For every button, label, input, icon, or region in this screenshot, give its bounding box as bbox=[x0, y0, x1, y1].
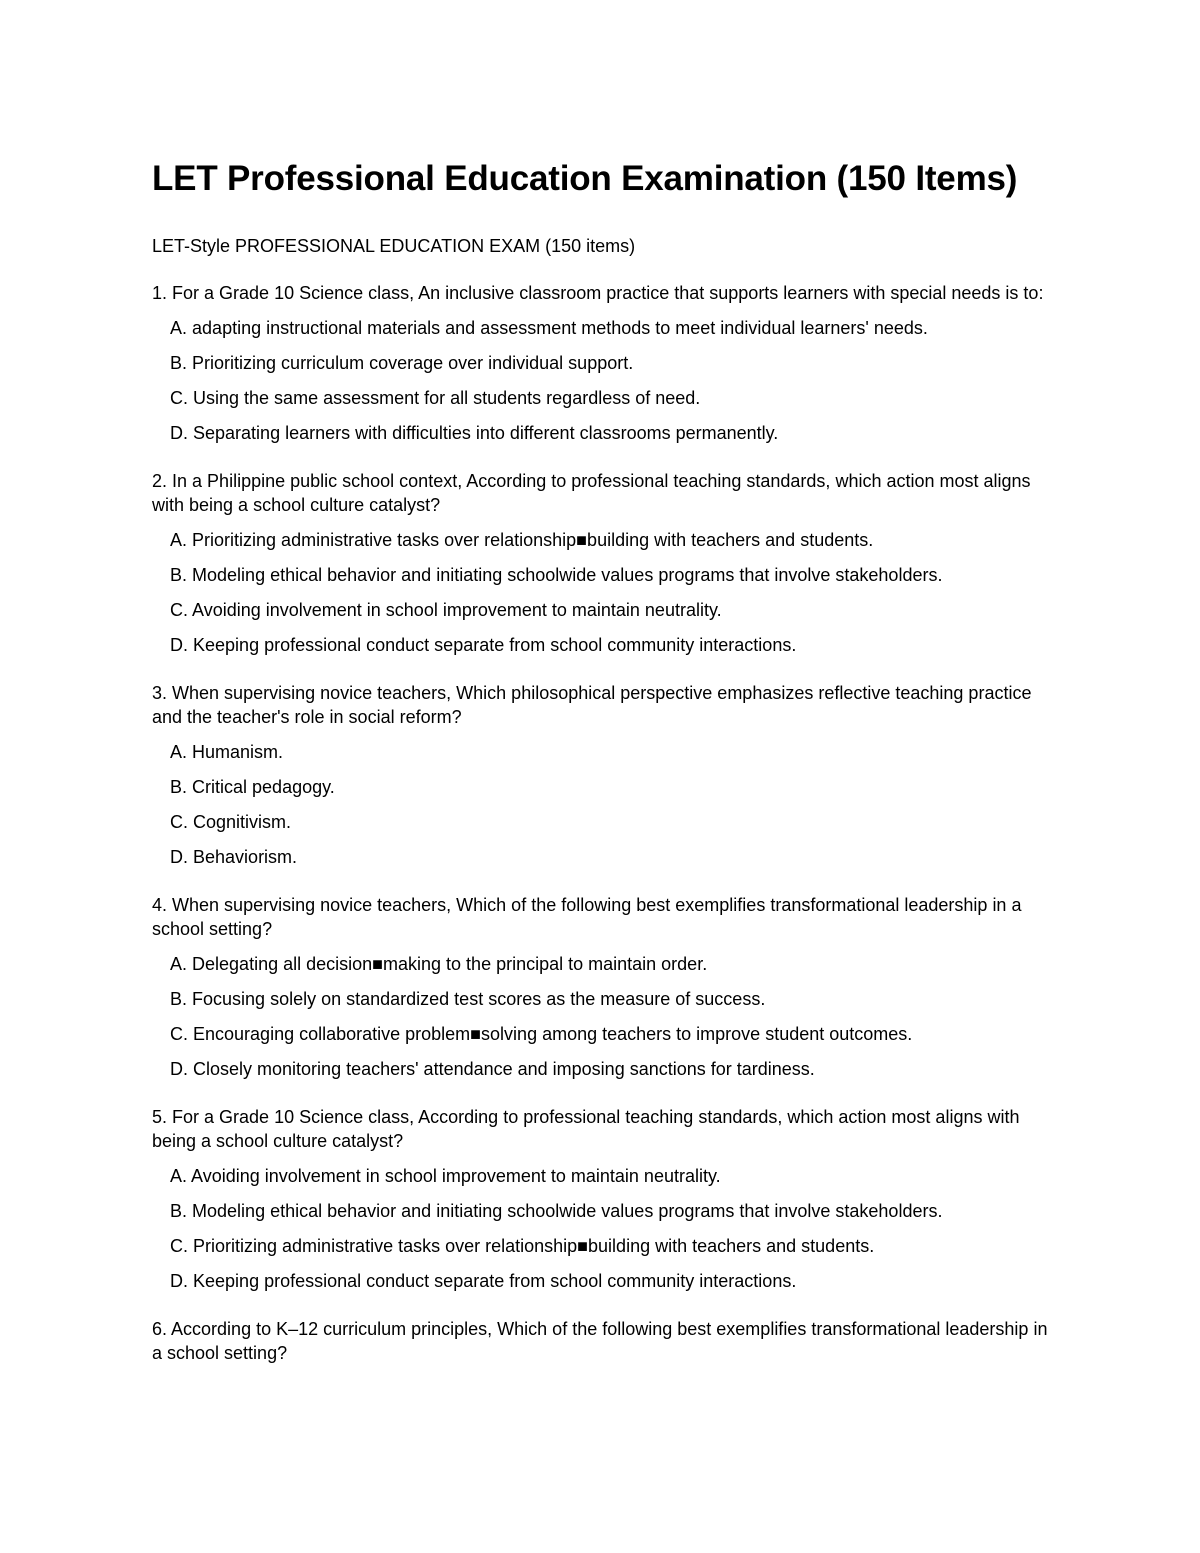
document-page bbox=[152, 158, 1052, 1365]
question-text bbox=[152, 469, 1052, 517]
question-number: 1 . bbox=[152, 283, 172, 303]
question-item bbox=[152, 1105, 1052, 1293]
option-letter: B . bbox=[170, 565, 192, 585]
option-text: Keeping professional conduct separate from school community interactions. bbox=[193, 1271, 797, 1291]
question-list bbox=[152, 281, 1052, 1365]
option-letter: C . bbox=[170, 1024, 193, 1044]
question-text bbox=[152, 281, 1052, 305]
question-text bbox=[152, 1105, 1052, 1153]
option-letter: C . bbox=[170, 812, 193, 832]
answer-option bbox=[152, 776, 1052, 799]
option-text: Avoiding involvement in school improvement to maintain neutrality. bbox=[191, 1166, 721, 1186]
answer-option bbox=[152, 1235, 1052, 1258]
question-text bbox=[152, 893, 1052, 941]
question-number: 6 . bbox=[152, 1319, 171, 1339]
option-text: Delegating all decision■making to the principal to maintain order. bbox=[192, 954, 708, 974]
answer-option bbox=[152, 811, 1052, 834]
question-item bbox=[152, 281, 1052, 445]
question-number: 2 . bbox=[152, 471, 172, 491]
option-letter: C . bbox=[170, 600, 192, 620]
question-text bbox=[152, 681, 1052, 729]
option-letter: A . bbox=[170, 318, 192, 338]
option-text: adapting instructional materials and assessment methods to meet individual learners' needs. bbox=[192, 318, 928, 338]
option-text: Encouraging collaborative problem■solving among teachers to improve student outcomes. bbox=[193, 1024, 913, 1044]
question-item bbox=[152, 469, 1052, 657]
option-letter: D . bbox=[170, 847, 193, 867]
option-text: Critical pedagogy. bbox=[192, 777, 335, 797]
question-number: 4 . bbox=[152, 895, 172, 915]
answer-option bbox=[152, 529, 1052, 552]
question-stem: When supervising novice teachers, Which of the following best exemplifies transformational leadership in a school setting? bbox=[152, 895, 1022, 939]
option-letter: B . bbox=[170, 353, 192, 373]
option-text: Keeping professional conduct separate from school community interactions. bbox=[193, 635, 797, 655]
option-letter: B . bbox=[170, 989, 192, 1009]
question-stem: When supervising novice teachers, Which philosophical perspective emphasizes reflective teaching practice and the teacher's role in social reform? bbox=[152, 683, 1032, 727]
question-text bbox=[152, 1317, 1052, 1365]
option-text: Avoiding involvement in school improvement to maintain neutrality. bbox=[192, 600, 722, 620]
option-list bbox=[152, 1165, 1052, 1293]
question-stem: For a Grade 10 Science class, An inclusive classroom practice that supports learners with special needs is to: bbox=[172, 283, 1044, 303]
answer-option bbox=[152, 634, 1052, 657]
option-text: Cognitivism. bbox=[193, 812, 292, 832]
option-text: Using the same assessment for all students regardless of need. bbox=[193, 388, 701, 408]
option-text: Behaviorism. bbox=[193, 847, 298, 867]
option-text: Separating learners with difficulties into different classrooms permanently. bbox=[193, 423, 779, 443]
option-letter: B . bbox=[170, 777, 192, 797]
option-text: Modeling ethical behavior and initiating schoolwide values programs that involve stakeholders. bbox=[192, 565, 943, 585]
option-letter: D . bbox=[170, 423, 193, 443]
answer-option bbox=[152, 387, 1052, 410]
answer-option bbox=[152, 1200, 1052, 1223]
option-text: Modeling ethical behavior and initiating schoolwide values programs that involve stakeholders. bbox=[192, 1201, 943, 1221]
answer-option bbox=[152, 564, 1052, 587]
answer-option bbox=[152, 422, 1052, 445]
answer-option bbox=[152, 953, 1052, 976]
answer-option bbox=[152, 988, 1052, 1011]
option-letter: A . bbox=[170, 742, 192, 762]
option-list bbox=[152, 953, 1052, 1081]
answer-option bbox=[152, 846, 1052, 869]
answer-option bbox=[152, 1165, 1052, 1188]
answer-option bbox=[152, 1058, 1052, 1081]
question-stem: For a Grade 10 Science class, According to professional teaching standards, which action most aligns with being a school culture catalyst? bbox=[152, 1107, 1020, 1151]
option-text: Closely monitoring teachers' attendance and imposing sanctions for tardiness. bbox=[193, 1059, 815, 1079]
page-title: LET Professional Education Examination (150 Items) bbox=[152, 159, 1018, 198]
answer-option bbox=[152, 352, 1052, 375]
question-number: 3 . bbox=[152, 683, 172, 703]
question-number: 5 . bbox=[152, 1107, 172, 1127]
answer-option bbox=[152, 317, 1052, 340]
question-item bbox=[152, 681, 1052, 869]
answer-option bbox=[152, 599, 1052, 622]
option-text: Prioritizing curriculum coverage over individual support. bbox=[192, 353, 634, 373]
option-letter: A . bbox=[170, 954, 192, 974]
option-letter: B . bbox=[170, 1201, 192, 1221]
option-letter: A . bbox=[170, 530, 192, 550]
answer-option bbox=[152, 1270, 1052, 1293]
option-text: Humanism. bbox=[192, 742, 284, 762]
option-list bbox=[152, 317, 1052, 445]
exam-subtitle: LET-Style PROFESSIONAL EDUCATION EXAM (150 items) bbox=[152, 236, 636, 256]
option-letter: D . bbox=[170, 635, 193, 655]
answer-option bbox=[152, 741, 1052, 764]
option-text: Prioritizing administrative tasks over relationship■building with teachers and students. bbox=[193, 1236, 875, 1256]
option-letter: C . bbox=[170, 1236, 193, 1256]
answer-option bbox=[152, 1023, 1052, 1046]
question-stem: According to K–12 curriculum principles, Which of the following best exemplifies transformational leadership in a school setting? bbox=[152, 1319, 1048, 1363]
question-item bbox=[152, 1317, 1052, 1365]
option-letter: D . bbox=[170, 1059, 193, 1079]
option-text: Prioritizing administrative tasks over relationship■building with teachers and students. bbox=[192, 530, 874, 550]
question-stem: In a Philippine public school context, According to professional teaching standards, which action most aligns with being a school culture catalyst? bbox=[152, 471, 1031, 515]
option-letter: D . bbox=[170, 1271, 193, 1291]
question-item bbox=[152, 893, 1052, 1081]
option-letter: C . bbox=[170, 388, 193, 408]
option-list bbox=[152, 529, 1052, 657]
option-letter: A . bbox=[170, 1166, 191, 1186]
option-list bbox=[152, 741, 1052, 869]
option-text: Focusing solely on standardized test scores as the measure of success. bbox=[192, 989, 766, 1009]
